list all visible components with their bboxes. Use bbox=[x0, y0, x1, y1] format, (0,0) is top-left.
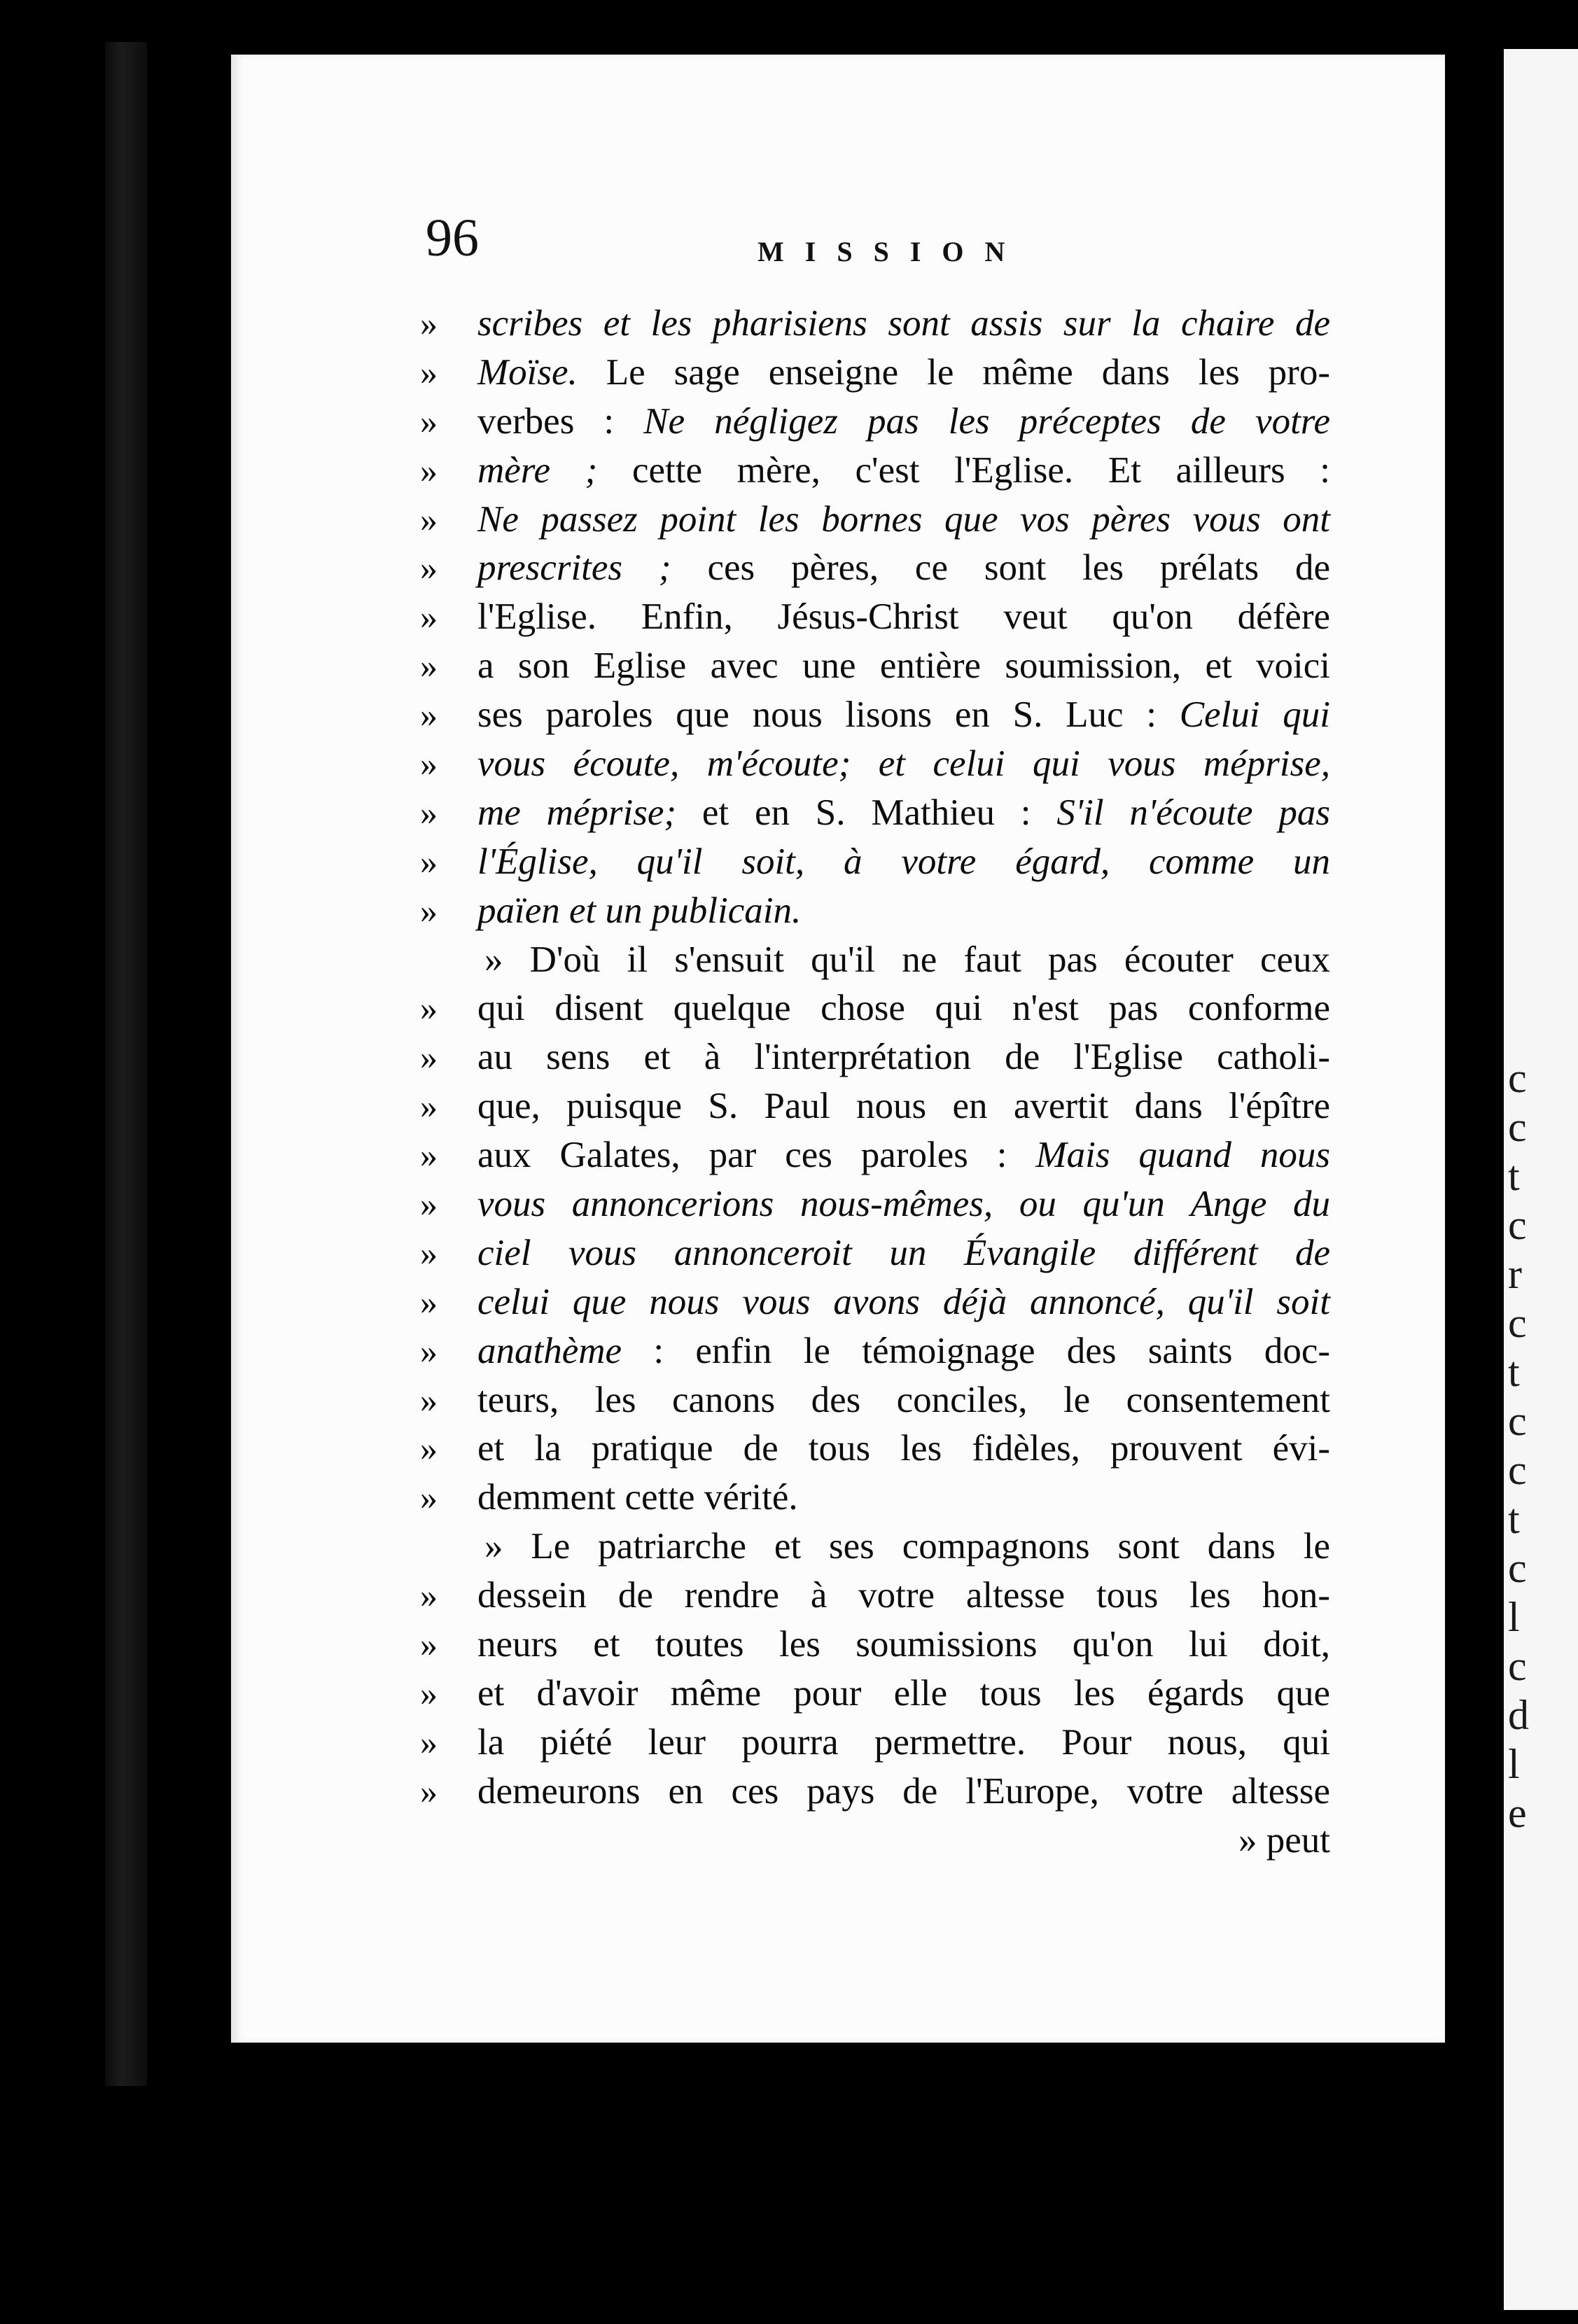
quote-marker: » bbox=[420, 1625, 438, 1665]
text-line bbox=[420, 1620, 1330, 1670]
line-content bbox=[477, 544, 1330, 593]
line-content bbox=[477, 349, 1330, 398]
roman-text: aux Galates, par ces paroles : bbox=[477, 1135, 1036, 1176]
line-content bbox=[477, 1424, 1330, 1474]
roman-text: et en S. Mathieu : bbox=[676, 792, 1057, 833]
text-line bbox=[420, 1424, 1330, 1474]
facing-page-fragment: t bbox=[1508, 1349, 1520, 1395]
line-content bbox=[477, 691, 1330, 740]
roman-text: » D'où il s'ensuit qu'il ne faut pas écouter ceux bbox=[484, 939, 1330, 980]
quote-marker: » bbox=[420, 1037, 438, 1077]
line-content bbox=[477, 1229, 1330, 1278]
text-line bbox=[420, 1131, 1330, 1180]
line-content bbox=[477, 496, 1330, 545]
quote-marker: » bbox=[420, 1673, 438, 1713]
quote-marker: » bbox=[420, 695, 438, 735]
roman-text: au sens et à l'interprétation de l'Eglise catholi- bbox=[477, 1037, 1330, 1078]
line-content bbox=[477, 838, 1330, 887]
italic-text: l'Église, qu'il soit, à votre égard, comme un bbox=[477, 841, 1330, 882]
text-line bbox=[420, 887, 1330, 936]
line-content bbox=[477, 740, 1330, 789]
text-line bbox=[420, 642, 1330, 691]
text-line bbox=[420, 544, 1330, 593]
italic-text: Celui qui bbox=[1179, 694, 1330, 736]
quote-marker: » bbox=[420, 548, 438, 588]
line-content bbox=[484, 1522, 1330, 1572]
roman-text: ces pères, ce sont les prélats de bbox=[671, 547, 1330, 589]
quote-marker: » bbox=[420, 304, 438, 343]
line-content bbox=[477, 789, 1330, 838]
text-line bbox=[420, 838, 1330, 887]
quote-marker: » bbox=[420, 792, 438, 832]
quote-marker: » bbox=[420, 988, 438, 1028]
facing-page-fragment: l bbox=[1508, 1741, 1520, 1787]
line-content bbox=[477, 1620, 1330, 1670]
line-content bbox=[477, 1376, 1330, 1425]
line-content bbox=[477, 1131, 1330, 1180]
line-content bbox=[477, 887, 1330, 936]
line-content bbox=[477, 1082, 1330, 1131]
italic-text: prescrites ; bbox=[477, 547, 671, 589]
italic-text: païen et un publicain. bbox=[477, 890, 802, 931]
italic-text: ciel vous annonceroit un Évangile différent de bbox=[477, 1232, 1330, 1273]
italic-text: Ne passez point les bornes que vos pères vous ont bbox=[477, 498, 1330, 540]
text-line bbox=[420, 691, 1330, 740]
text-line bbox=[420, 1229, 1330, 1278]
roman-text: qui disent quelque chose qui n'est pas conforme bbox=[477, 988, 1330, 1029]
roman-text: l'Eglise. Enfin, Jésus-Christ veut qu'on défère bbox=[477, 596, 1330, 638]
facing-page-fragment: c bbox=[1508, 1104, 1527, 1150]
quote-marker: » bbox=[420, 1135, 438, 1175]
text-line bbox=[420, 593, 1330, 642]
quote-marker: » bbox=[420, 597, 438, 637]
quote-marker: » bbox=[420, 890, 438, 930]
italic-text: Ne négligez pas les préceptes de votre bbox=[643, 400, 1330, 442]
facing-page-fragment: c bbox=[1508, 1447, 1527, 1493]
text-line bbox=[420, 496, 1330, 545]
quote-marker: » bbox=[420, 401, 438, 441]
book-gutter bbox=[105, 42, 147, 2086]
quote-marker: » bbox=[420, 1576, 438, 1616]
italic-text: anathème bbox=[477, 1330, 622, 1371]
line-content bbox=[477, 1180, 1330, 1229]
italic-text: Mais quand nous bbox=[1035, 1135, 1330, 1176]
quote-marker: » bbox=[420, 1478, 438, 1518]
line-content bbox=[477, 1474, 1330, 1522]
text-line bbox=[420, 740, 1330, 789]
catchword-line bbox=[420, 1816, 1330, 1865]
quote-marker: » bbox=[420, 1771, 438, 1811]
facing-page-fragment: d bbox=[1508, 1692, 1529, 1738]
body-text bbox=[420, 300, 1330, 1865]
line-content bbox=[477, 1327, 1330, 1376]
roman-text: neurs et toutes les soumissions qu'on lui doit, bbox=[477, 1624, 1330, 1665]
line-content bbox=[477, 447, 1330, 496]
facing-page-fragment: t bbox=[1508, 1153, 1520, 1199]
italic-text: mère ; bbox=[477, 449, 598, 491]
text-line bbox=[420, 1327, 1330, 1376]
text-line bbox=[420, 300, 1330, 349]
text-line bbox=[420, 984, 1330, 1033]
line-content bbox=[477, 1718, 1330, 1768]
text-line bbox=[420, 1670, 1330, 1718]
text-line bbox=[420, 1033, 1330, 1082]
text-line bbox=[420, 1278, 1330, 1327]
quote-marker: » bbox=[420, 450, 438, 490]
roman-text: dessein de rendre à votre altesse tous les hon- bbox=[477, 1575, 1330, 1616]
line-content bbox=[477, 1033, 1330, 1082]
facing-page-fragment: c bbox=[1508, 1202, 1527, 1248]
line-content bbox=[477, 300, 1330, 349]
quote-marker: » bbox=[420, 499, 438, 539]
text-line bbox=[420, 789, 1330, 838]
roman-text: que, puisque S. Paul nous en avertit dans l'épître bbox=[477, 1086, 1330, 1127]
text-line bbox=[420, 1180, 1330, 1229]
line-content bbox=[484, 936, 1330, 985]
line-content bbox=[477, 398, 1330, 447]
text-line bbox=[420, 1082, 1330, 1131]
facing-page-fragment: c bbox=[1508, 1545, 1527, 1591]
facing-page-fragment: t bbox=[1508, 1496, 1520, 1542]
roman-text: et d'avoir même pour elle tous les égards que bbox=[477, 1672, 1330, 1714]
roman-text: : enfin le témoignage des saints doc- bbox=[622, 1330, 1330, 1371]
quote-marker: » bbox=[420, 1380, 438, 1420]
italic-text: S'il n'écoute pas bbox=[1056, 792, 1331, 833]
text-line bbox=[420, 1572, 1330, 1620]
line-content bbox=[477, 1768, 1330, 1816]
text-line bbox=[420, 398, 1330, 447]
line-content bbox=[477, 1278, 1330, 1327]
text-line bbox=[420, 936, 1330, 985]
roman-text: demeurons en ces pays de l'Europe, votre altesse bbox=[477, 1770, 1330, 1812]
text-line bbox=[420, 1522, 1330, 1572]
text-line bbox=[420, 1768, 1330, 1816]
quote-marker: » bbox=[420, 1722, 438, 1762]
quote-marker: » bbox=[420, 1429, 438, 1469]
facing-page-fragment: c bbox=[1508, 1398, 1527, 1444]
roman-text: demment cette vérité. bbox=[477, 1477, 798, 1518]
quote-marker: » bbox=[420, 841, 438, 881]
quote-marker: » bbox=[420, 1086, 438, 1126]
line-content bbox=[477, 593, 1330, 642]
roman-text: cette mère, c'est l'Eglise. Et ailleurs : bbox=[597, 449, 1330, 491]
page-number: 96 bbox=[426, 209, 479, 267]
line-content bbox=[477, 642, 1330, 691]
italic-text: celui que nous vous avons déjà annoncé, qu'il soit bbox=[477, 1281, 1330, 1322]
line-content bbox=[477, 1670, 1330, 1718]
facing-page-fragment: c bbox=[1508, 1300, 1527, 1346]
facing-page-fragment: c bbox=[1508, 1643, 1527, 1689]
text-line bbox=[420, 349, 1330, 398]
quote-marker: » bbox=[420, 1282, 438, 1322]
text-line bbox=[420, 1718, 1330, 1768]
facing-page-fragment: c bbox=[1508, 1055, 1527, 1101]
facing-page-edge bbox=[1504, 49, 1578, 2310]
italic-text: vous écoute, m'écoute; et celui qui vous méprise, bbox=[477, 743, 1330, 785]
text-line bbox=[420, 1376, 1330, 1425]
quote-marker: » bbox=[420, 646, 438, 686]
line-content bbox=[477, 1572, 1330, 1620]
quote-marker: » bbox=[420, 744, 438, 784]
quote-marker: » bbox=[420, 1331, 438, 1371]
roman-text: Le sage enseigne le même dans les pro- bbox=[577, 351, 1330, 393]
quote-marker: » bbox=[420, 352, 438, 392]
italic-text: me méprise; bbox=[477, 792, 677, 833]
italic-text: scribes et les pharisiens sont assis sur la chaire de bbox=[477, 303, 1330, 344]
line-content bbox=[477, 984, 1330, 1033]
quote-marker: » bbox=[420, 1184, 438, 1224]
quote-marker: » bbox=[420, 1233, 438, 1273]
facing-page-fragment: r bbox=[1508, 1251, 1522, 1297]
catchword: » peut bbox=[1238, 1819, 1330, 1861]
italic-text: Moïse. bbox=[477, 351, 578, 393]
facing-page-fragment: l bbox=[1508, 1594, 1520, 1640]
roman-text: » Le patriarche et ses compagnons sont dans le bbox=[484, 1526, 1330, 1567]
roman-text: verbes : bbox=[477, 400, 644, 442]
roman-text: teurs, les canons des conciles, le consentement bbox=[477, 1379, 1330, 1420]
italic-text: vous annoncerions nous-mêmes, ou qu'un Ange du bbox=[477, 1184, 1330, 1225]
text-line bbox=[420, 1474, 1330, 1522]
facing-page-fragment: e bbox=[1508, 1790, 1527, 1836]
roman-text: la piété leur pourra permettre. Pour nous, qui bbox=[477, 1721, 1330, 1763]
roman-text: et la pratique de tous les fidèles, prouvent évi- bbox=[477, 1428, 1330, 1469]
roman-text: a son Eglise avec une entière soumission, et voici bbox=[477, 645, 1330, 687]
running-title: MISSION bbox=[757, 236, 1026, 267]
text-line bbox=[420, 447, 1330, 496]
roman-text: ses paroles que nous lisons en S. Luc : bbox=[477, 694, 1180, 736]
